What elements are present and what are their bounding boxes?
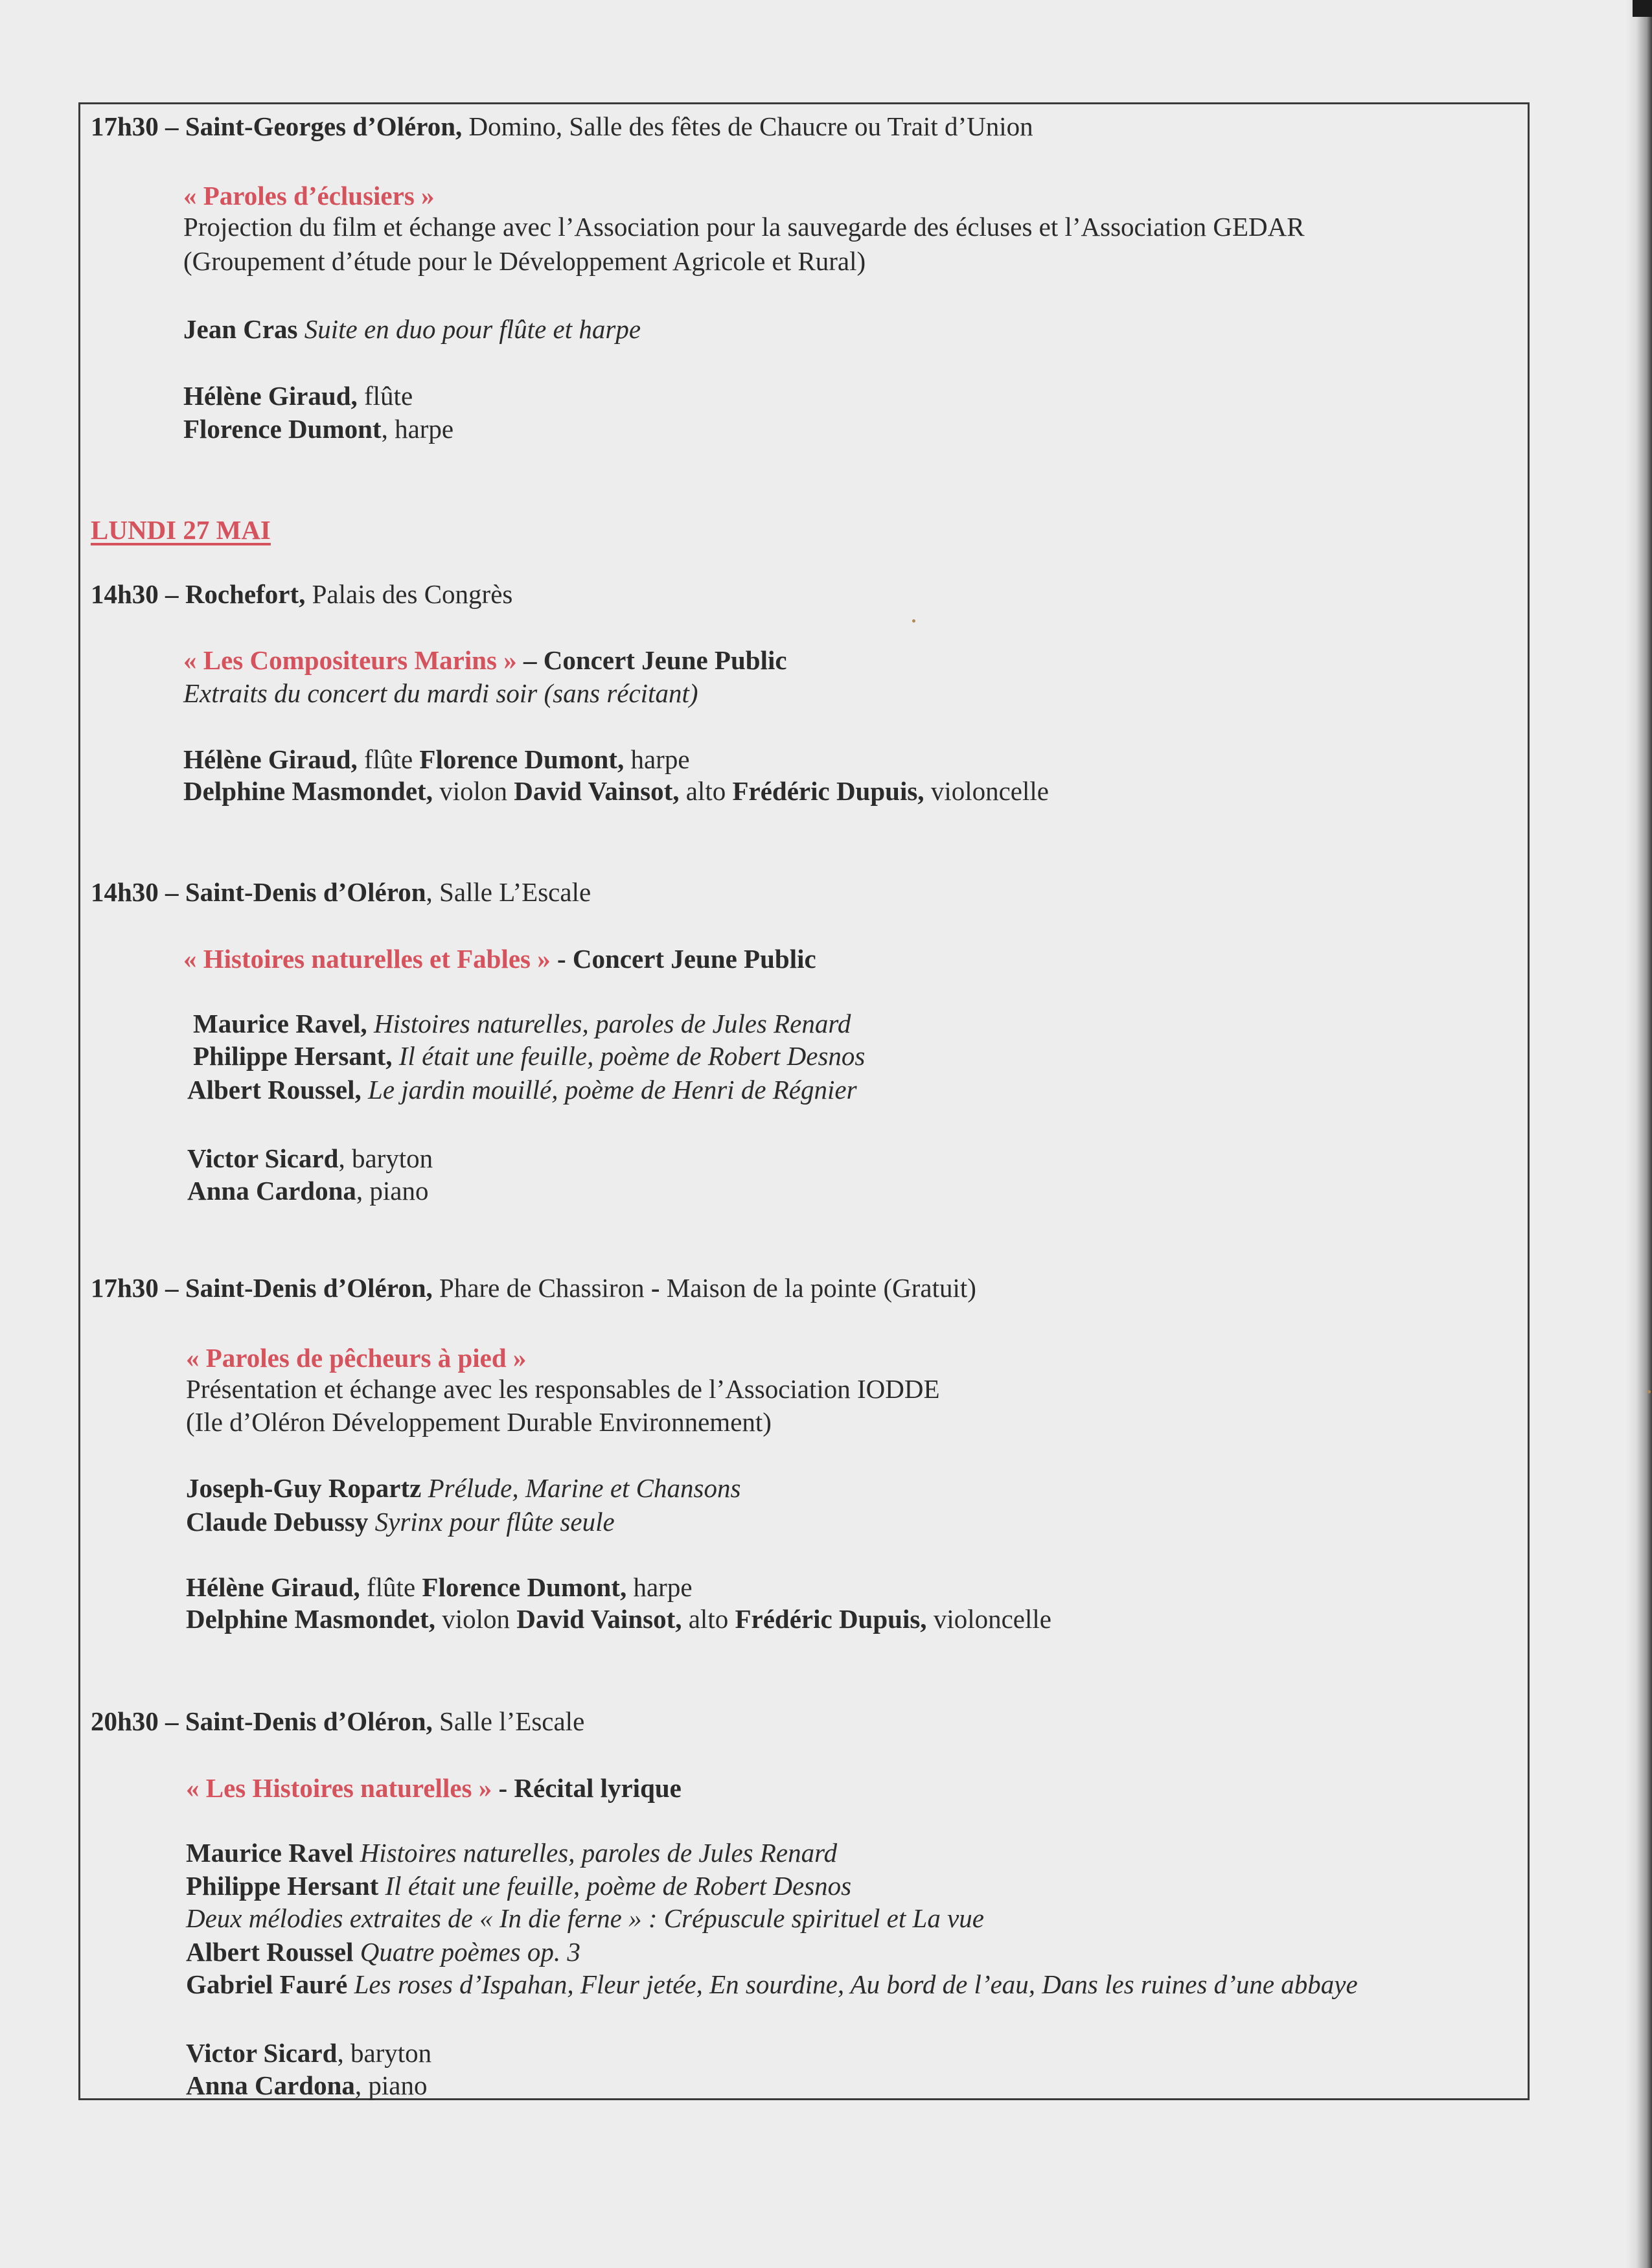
event-1-performer — [183, 380, 413, 412]
event-5-header — [91, 1705, 584, 1737]
performer-name: Victor Sicard — [186, 2038, 338, 2068]
performer-instrument: harpe — [626, 1572, 693, 1602]
event-5-program — [186, 1870, 851, 1902]
work-title: Quatre poèmes op. 3 — [353, 1937, 580, 1967]
event-2-title-line — [183, 644, 787, 676]
event-5-program — [186, 1837, 837, 1869]
work-title: Il était une feuille, poème de Robert Desnos — [392, 1041, 866, 1071]
composer: Albert Roussel — [186, 1937, 354, 1967]
composer: Maurice Ravel — [186, 1838, 354, 1868]
event-3-header — [91, 876, 591, 908]
event-subtitle: - Récital lyrique — [492, 1773, 682, 1803]
event-5-program — [186, 1936, 580, 1968]
performer-instrument: flûte — [357, 381, 413, 411]
performer-instrument: alto — [679, 776, 733, 806]
performer-name: Anna Cardona — [187, 1176, 356, 1206]
performer-instrument: flûte — [360, 1572, 422, 1602]
event-1-header — [91, 110, 1033, 143]
event-1-title: « Paroles d’éclusiers » — [183, 181, 435, 211]
event-time: 20h30 – — [91, 1706, 185, 1736]
event-title: « Histoires naturelles et Fables » — [183, 944, 551, 974]
event-venue: Palais des Congrès — [305, 579, 513, 609]
event-4-performers — [186, 1571, 693, 1603]
event-time: 17h30 – — [91, 1273, 185, 1303]
work-title: Les roses d’Ispahan, Fleur jetée, En sourdine, Au bord de l’eau, Dans les ruines d’une abbaye — [347, 1969, 1358, 1999]
event-1-performer — [183, 413, 453, 445]
event-4-title: « Paroles de pêcheurs à pied » — [186, 1343, 527, 1373]
event-4-header — [91, 1272, 976, 1304]
performer-name: Florence Dumont, — [422, 1572, 627, 1602]
scan-corner-mark — [1633, 0, 1652, 17]
event-venue: , Salle L’Escale — [426, 877, 591, 907]
work-title: Syrinx pour flûte seule — [368, 1507, 615, 1537]
event-subtitle: - Concert Jeune Public — [550, 944, 816, 974]
event-place: Saint-Denis d’Oléron — [185, 877, 426, 907]
event-place: Rochefort, — [185, 579, 306, 609]
event-4-program — [186, 1472, 740, 1504]
performer-instrument: alto — [682, 1604, 735, 1634]
scan-edge-shadow — [1626, 0, 1652, 2268]
event-5-program — [186, 1968, 1358, 2000]
performer-name: David Vainsot, — [516, 1604, 682, 1634]
event-venue: Domino, Salle des fêtes de Chaucre ou Trait d’Union — [462, 111, 1033, 141]
event-3-program — [193, 1040, 865, 1072]
event-5-performer — [186, 2037, 431, 2069]
event-time: 14h30 – — [91, 877, 185, 907]
performer-name: Florence Dumont, — [419, 744, 625, 774]
performer-instrument: , baryton — [338, 1143, 433, 1173]
composer: Albert Roussel, — [187, 1075, 361, 1105]
performer-name: Victor Sicard — [187, 1143, 339, 1173]
event-title: « Les Histoires naturelles » — [186, 1773, 492, 1803]
work-title: Histoires naturelles, paroles de Jules Renard — [367, 1009, 851, 1038]
work-title: Suite en duo pour flûte et harpe — [297, 314, 641, 344]
performer-instrument: violon — [435, 1604, 517, 1634]
performer-instrument: flûte — [357, 744, 420, 774]
event-4-description: (Ile d’Oléron Développement Durable Environnement) — [186, 1407, 772, 1437]
event-3-program — [193, 1007, 851, 1040]
event-3-program — [187, 1073, 857, 1106]
event-venue: Salle l’Escale — [432, 1706, 585, 1736]
event-5-title-line — [186, 1772, 682, 1804]
event-place: Saint-Denis d’Oléron, — [185, 1706, 433, 1736]
performer-name: Frédéric Dupuis, — [735, 1604, 927, 1634]
event-5-performer — [186, 2069, 427, 2102]
composer: Philippe Hersant, — [193, 1041, 393, 1071]
performer-instrument: , baryton — [337, 2038, 432, 2068]
performer-name: Anna Cardona — [186, 2070, 355, 2100]
event-2-performers — [183, 775, 1049, 807]
venue-separator: - — [650, 1273, 660, 1303]
performer-instrument: violon — [432, 776, 514, 806]
event-time: 14h30 – — [91, 579, 185, 609]
work-title: Histoires naturelles, paroles de Jules Renard — [353, 1838, 838, 1868]
performer-instrument: harpe — [624, 744, 690, 774]
event-2-description: Extraits du concert du mardi soir (sans récitant) — [183, 678, 698, 708]
event-1-description: Projection du film et échange avec l’Association pour la sauvegarde des écluses et l’Association GEDAR — [183, 212, 1305, 242]
event-2-performers — [183, 743, 690, 775]
event-4-description: Présentation et échange avec les responsables de l’Association IODDE — [186, 1374, 940, 1404]
event-2-header — [91, 578, 512, 610]
performer-name: Hélène Giraud, — [183, 744, 358, 774]
performer-name: Delphine Masmondet, — [183, 776, 433, 806]
work-title: Il était une feuille, poème de Robert Desnos — [378, 1871, 852, 1901]
composer: Joseph-Guy Ropartz — [186, 1473, 422, 1503]
composer: Gabriel Fauré — [186, 1969, 348, 1999]
performer-instrument: , piano — [354, 2070, 428, 2100]
composer: Maurice Ravel, — [193, 1009, 367, 1038]
performer-instrument: , harpe — [381, 414, 454, 444]
performer-instrument: violoncelle — [926, 1604, 1051, 1634]
performer-name: David Vainsot, — [514, 776, 680, 806]
event-place: Saint-Denis d’Oléron, — [185, 1273, 433, 1303]
event-4-program — [186, 1506, 615, 1538]
performer-name: Hélène Giraud, — [186, 1572, 360, 1602]
event-venue: Phare de Chassiron — [432, 1273, 651, 1303]
performer-name: Hélène Giraud, — [183, 381, 358, 411]
performer-name: Frédéric Dupuis, — [732, 776, 924, 806]
event-5-program-note: Deux mélodies extraites de « In die ferne » : Crépuscule spirituel et La vue — [186, 1903, 984, 1933]
event-1-description: (Groupement d’étude pour le Développement Agricole et Rural) — [183, 246, 866, 276]
event-3-performer — [187, 1174, 428, 1207]
day-heading: LUNDI 27 MAI — [91, 515, 271, 545]
performer-name: Delphine Masmondet, — [186, 1604, 435, 1634]
composer: Claude Debussy — [186, 1507, 369, 1537]
composer: Jean Cras — [183, 314, 298, 344]
event-title: « Les Compositeurs Marins » — [183, 645, 517, 675]
event-1-program — [183, 313, 641, 345]
event-3-title-line — [183, 943, 816, 975]
event-subtitle: – Concert Jeune Public — [516, 645, 787, 675]
paper-speck — [1647, 1390, 1651, 1393]
performer-name: Florence Dumont — [183, 414, 382, 444]
work-title: Prélude, Marine et Chansons — [421, 1473, 741, 1503]
event-4-performers — [186, 1603, 1051, 1635]
event-place: Saint-Georges d’Oléron, — [185, 111, 463, 141]
composer: Philippe Hersant — [186, 1871, 379, 1901]
performer-instrument: violoncelle — [924, 776, 1049, 806]
event-3-performer — [187, 1142, 433, 1174]
performer-instrument: , piano — [356, 1176, 429, 1206]
work-title: Le jardin mouillé, poème de Henri de Régnier — [361, 1075, 857, 1105]
event-venue: Maison de la pointe (Gratuit) — [660, 1273, 976, 1303]
event-time: 17h30 – — [91, 111, 185, 141]
